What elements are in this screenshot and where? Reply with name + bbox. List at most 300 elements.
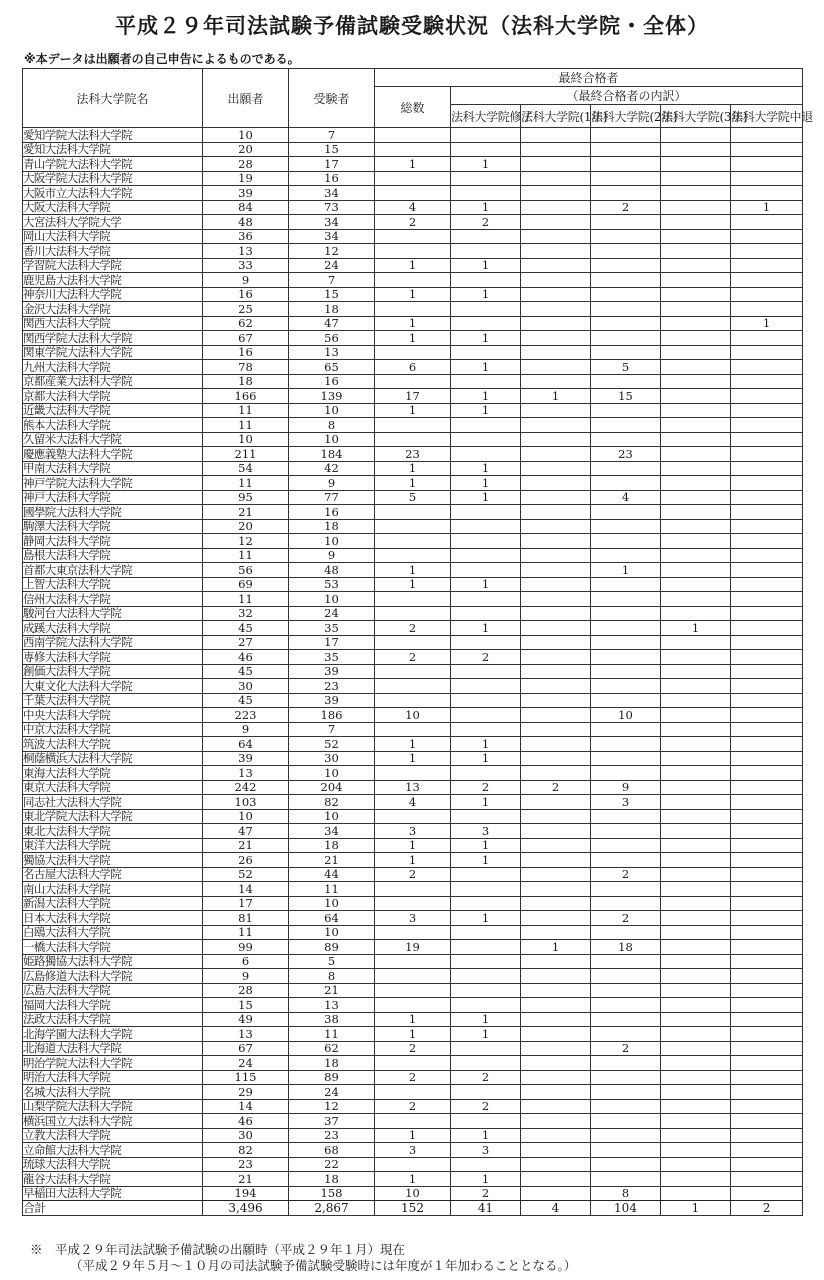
cell-year3 (661, 780, 731, 795)
cell-school-name: 金沢大法科大学院 (23, 302, 203, 317)
total-examinees: 2,867 (289, 1201, 375, 1216)
table-row (23, 418, 803, 433)
cell-withdrawn (731, 331, 803, 346)
cell-examinees: 82 (289, 795, 375, 810)
cell-year2 (591, 1157, 661, 1172)
cell-applicants: 21 (203, 838, 289, 853)
cell-year2 (591, 316, 661, 331)
cell-withdrawn (731, 534, 803, 549)
total-year2: 104 (591, 1201, 661, 1216)
cell-withdrawn (731, 1114, 803, 1129)
cell-school-name: 大東文化大法科大学院 (23, 679, 203, 694)
cell-year3 (661, 882, 731, 897)
cell-year3 (661, 186, 731, 201)
cell-year1 (521, 171, 591, 186)
cell-completed: 2 (451, 1099, 521, 1114)
cell-year1 (521, 534, 591, 549)
cell-completed: 2 (451, 650, 521, 665)
cell-completed (451, 345, 521, 360)
cell-year3 (661, 1143, 731, 1158)
cell-year1 (521, 519, 591, 534)
cell-examinees: 35 (289, 621, 375, 636)
cell-examinees: 68 (289, 1143, 375, 1158)
table-row (23, 867, 803, 882)
cell-year1 (521, 679, 591, 694)
cell-withdrawn (731, 476, 803, 491)
cell-year1 (521, 1027, 591, 1042)
total-year3: 1 (661, 1201, 731, 1216)
table-row (23, 592, 803, 607)
cell-completed (451, 940, 521, 955)
cell-total-passers (375, 418, 451, 433)
cell-applicants: 13 (203, 766, 289, 781)
cell-total-passers: 10 (375, 708, 451, 723)
cell-school-name: 國學院大法科大学院 (23, 505, 203, 520)
cell-withdrawn (731, 287, 803, 302)
cell-applicants: 13 (203, 244, 289, 259)
cell-examinees: 204 (289, 780, 375, 795)
cell-total-passers: 2 (375, 650, 451, 665)
cell-withdrawn (731, 708, 803, 723)
cell-applicants: 20 (203, 142, 289, 157)
cell-year2 (591, 606, 661, 621)
cell-year2 (591, 418, 661, 433)
cell-year1 (521, 128, 591, 143)
cell-year3 (661, 1070, 731, 1085)
cell-year1 (521, 360, 591, 375)
cell-school-name: 琉球大法科大学院 (23, 1157, 203, 1172)
cell-applicants: 11 (203, 592, 289, 607)
cell-year3 (661, 751, 731, 766)
cell-school-name: 大宮法科大学院大学 (23, 215, 203, 230)
table-row (23, 171, 803, 186)
cell-total-passers: 1 (375, 1172, 451, 1187)
cell-total-passers: 2 (375, 1041, 451, 1056)
cell-school-name: 関東学院大法科大学院 (23, 345, 203, 360)
cell-withdrawn (731, 1070, 803, 1085)
cell-year2 (591, 592, 661, 607)
cell-applicants: 52 (203, 867, 289, 882)
cell-applicants: 21 (203, 1172, 289, 1187)
cell-year1: 1 (521, 940, 591, 955)
cell-total-passers (375, 606, 451, 621)
table-row (23, 476, 803, 491)
cell-withdrawn (731, 461, 803, 476)
cell-year1 (521, 664, 591, 679)
header-year3: 法科大学院(3年) (661, 105, 731, 128)
cell-school-name: 関西学院大法科大学院 (23, 331, 203, 346)
cell-applicants: 24 (203, 1056, 289, 1071)
cell-withdrawn (731, 853, 803, 868)
cell-school-name: 新潟大法科大学院 (23, 896, 203, 911)
cell-year2 (591, 505, 661, 520)
cell-year2 (591, 244, 661, 259)
cell-examinees: 13 (289, 345, 375, 360)
cell-total-passers (375, 534, 451, 549)
cell-withdrawn (731, 273, 803, 288)
footnote-2: （平成２９年５月～１０月の司法試験予備試験受験時には年度が１年加わることとなる。） (70, 1258, 577, 1273)
cell-school-name: 南山大法科大学院 (23, 882, 203, 897)
cell-year1 (521, 983, 591, 998)
cell-year1 (521, 461, 591, 476)
cell-applicants: 10 (203, 809, 289, 824)
cell-year2 (591, 461, 661, 476)
table-row (23, 215, 803, 230)
cell-withdrawn (731, 766, 803, 781)
cell-completed (451, 1114, 521, 1129)
cell-withdrawn (731, 925, 803, 940)
cell-total-passers: 13 (375, 780, 451, 795)
cell-year2 (591, 258, 661, 273)
cell-completed (451, 505, 521, 520)
cell-year3 (661, 1041, 731, 1056)
cell-year3 (661, 664, 731, 679)
cell-school-name: 筑波大法科大学院 (23, 737, 203, 752)
cell-total-passers (375, 766, 451, 781)
table-row (23, 925, 803, 940)
cell-year3 (661, 171, 731, 186)
cell-year1 (521, 693, 591, 708)
table-row (23, 1128, 803, 1143)
cell-examinees: 13 (289, 998, 375, 1013)
cell-withdrawn (731, 505, 803, 520)
cell-examinees: 10 (289, 432, 375, 447)
cell-school-name: 龍谷大法科大学院 (23, 1172, 203, 1187)
cell-year1 (521, 635, 591, 650)
cell-examinees: 12 (289, 1099, 375, 1114)
cell-examinees: 24 (289, 258, 375, 273)
cell-applicants: 32 (203, 606, 289, 621)
cell-total-passers: 1 (375, 316, 451, 331)
cell-withdrawn (731, 1027, 803, 1042)
cell-completed (451, 432, 521, 447)
cell-withdrawn (731, 1157, 803, 1172)
cell-applicants: 84 (203, 200, 289, 215)
cell-year2 (591, 809, 661, 824)
cell-withdrawn (731, 838, 803, 853)
cell-year1 (521, 592, 591, 607)
cell-applicants: 78 (203, 360, 289, 375)
cell-applicants: 48 (203, 215, 289, 230)
cell-year2 (591, 882, 661, 897)
cell-year1 (521, 577, 591, 592)
cell-total-passers (375, 693, 451, 708)
cell-year2: 8 (591, 1186, 661, 1201)
cell-withdrawn (731, 302, 803, 317)
cell-completed (451, 882, 521, 897)
cell-total-passers: 1 (375, 751, 451, 766)
cell-year3 (661, 345, 731, 360)
cell-year1 (521, 244, 591, 259)
table-row (23, 563, 803, 578)
cell-examinees: 34 (289, 824, 375, 839)
cell-school-name: 愛知大法科大学院 (23, 142, 203, 157)
table-row (23, 1186, 803, 1201)
cell-examinees: 39 (289, 693, 375, 708)
cell-year3 (661, 128, 731, 143)
cell-year1 (521, 1114, 591, 1129)
total-total-passers: 152 (375, 1201, 451, 1216)
cell-school-name: 山梨学院大法科大学院 (23, 1099, 203, 1114)
cell-examinees: 48 (289, 563, 375, 578)
cell-total-passers (375, 432, 451, 447)
cell-year2 (591, 157, 661, 172)
cell-year1 (521, 142, 591, 157)
cell-school-name: 白鴎大法科大学院 (23, 925, 203, 940)
cell-year1 (521, 896, 591, 911)
cell-examinees: 16 (289, 171, 375, 186)
cell-applicants: 15 (203, 998, 289, 1013)
cell-school-name: 神奈川大法科大学院 (23, 287, 203, 302)
cell-completed (451, 302, 521, 317)
cell-year3 (661, 1012, 731, 1027)
table-row (23, 1027, 803, 1042)
cell-withdrawn (731, 389, 803, 404)
cell-applicants: 29 (203, 1085, 289, 1100)
cell-completed (451, 563, 521, 578)
cell-withdrawn (731, 519, 803, 534)
cell-examinees: 42 (289, 461, 375, 476)
cell-withdrawn (731, 171, 803, 186)
table-row (23, 142, 803, 157)
cell-year2 (591, 577, 661, 592)
cell-applicants: 26 (203, 853, 289, 868)
cell-year3 (661, 1027, 731, 1042)
cell-withdrawn (731, 722, 803, 737)
cell-examinees: 37 (289, 1114, 375, 1129)
cell-withdrawn (731, 911, 803, 926)
cell-school-name: 中京大法科大学院 (23, 722, 203, 737)
cell-year3 (661, 911, 731, 926)
cell-school-name: 一橋大法科大学院 (23, 940, 203, 955)
table-row (23, 983, 803, 998)
cell-examinees: 89 (289, 940, 375, 955)
cell-applicants: 25 (203, 302, 289, 317)
cell-school-name: 獨協大法科大学院 (23, 853, 203, 868)
cell-withdrawn (731, 867, 803, 882)
cell-school-name: 明治大法科大学院 (23, 1070, 203, 1085)
cell-examinees: 73 (289, 200, 375, 215)
cell-completed (451, 128, 521, 143)
cell-withdrawn (731, 418, 803, 433)
cell-total-passers: 2 (375, 215, 451, 230)
cell-year3 (661, 766, 731, 781)
table-row (23, 708, 803, 723)
cell-year3 (661, 954, 731, 969)
table-row (23, 969, 803, 984)
cell-school-name: 京都産業大法科大学院 (23, 374, 203, 389)
cell-applicants: 103 (203, 795, 289, 810)
cell-year2 (591, 331, 661, 346)
cell-applicants: 13 (203, 1027, 289, 1042)
table-row (23, 374, 803, 389)
cell-year3 (661, 635, 731, 650)
cell-withdrawn (731, 940, 803, 955)
cell-year1 (521, 1056, 591, 1071)
cell-completed: 1 (451, 360, 521, 375)
cell-examinees: 17 (289, 635, 375, 650)
cell-year2 (591, 142, 661, 157)
cell-year2 (591, 128, 661, 143)
cell-year2 (591, 1128, 661, 1143)
cell-withdrawn (731, 954, 803, 969)
total-year1: 4 (521, 1201, 591, 1216)
cell-examinees: 18 (289, 838, 375, 853)
footnote-1: ※ 平成２９年司法試験予備試験の出願時（平成２９年１月）現在 (30, 1242, 406, 1257)
cell-withdrawn (731, 186, 803, 201)
cell-examinees: 5 (289, 954, 375, 969)
cell-total-passers (375, 983, 451, 998)
cell-completed (451, 1157, 521, 1172)
cell-year1 (521, 650, 591, 665)
cell-completed: 1 (451, 1012, 521, 1027)
cell-total-passers: 4 (375, 795, 451, 810)
cell-school-name: 神戸学院大法科大学院 (23, 476, 203, 491)
cell-year1 (521, 1128, 591, 1143)
cell-year1 (521, 331, 591, 346)
cell-examinees: 65 (289, 360, 375, 375)
cell-completed: 1 (451, 737, 521, 752)
table-row (23, 1172, 803, 1187)
table-row (23, 896, 803, 911)
cell-examinees: 62 (289, 1041, 375, 1056)
cell-examinees: 18 (289, 1056, 375, 1071)
cell-year3 (661, 229, 731, 244)
cell-completed: 1 (451, 853, 521, 868)
cell-total-passers (375, 925, 451, 940)
table-row (23, 824, 803, 839)
cell-applicants: 82 (203, 1143, 289, 1158)
cell-year3 (661, 476, 731, 491)
cell-year2 (591, 1070, 661, 1085)
cell-examinees: 17 (289, 157, 375, 172)
table-row (23, 302, 803, 317)
cell-year2 (591, 374, 661, 389)
cell-completed (451, 679, 521, 694)
cell-completed (451, 171, 521, 186)
cell-year1 (521, 374, 591, 389)
cell-applicants: 67 (203, 1041, 289, 1056)
cell-school-name: 明治学院大法科大学院 (23, 1056, 203, 1071)
header-total-passers: 総数 (375, 87, 451, 128)
cell-year2: 4 (591, 490, 661, 505)
cell-school-name: 鹿児島大法科大学院 (23, 273, 203, 288)
cell-year3 (661, 157, 731, 172)
cell-completed (451, 766, 521, 781)
cell-completed: 1 (451, 577, 521, 592)
cell-completed (451, 693, 521, 708)
table-row (23, 1157, 803, 1172)
cell-year2 (591, 983, 661, 998)
cell-examinees: 30 (289, 751, 375, 766)
cell-year3 (661, 360, 731, 375)
cell-school-name: 慶應義塾大法科大学院 (23, 447, 203, 462)
table-row (23, 650, 803, 665)
cell-year2 (591, 1143, 661, 1158)
cell-withdrawn (731, 998, 803, 1013)
cell-applicants: 30 (203, 679, 289, 694)
cell-year1: 2 (521, 780, 591, 795)
cell-year2: 2 (591, 911, 661, 926)
cell-year1 (521, 186, 591, 201)
table-row (23, 1114, 803, 1129)
cell-year2: 18 (591, 940, 661, 955)
cell-examinees: 7 (289, 722, 375, 737)
cell-applicants: 9 (203, 273, 289, 288)
cell-applicants: 47 (203, 824, 289, 839)
cell-year3 (661, 447, 731, 462)
table-row (23, 1041, 803, 1056)
cell-total-passers: 5 (375, 490, 451, 505)
cell-year3 (661, 200, 731, 215)
cell-year3 (661, 273, 731, 288)
cell-school-name: 同志社大法科大学院 (23, 795, 203, 810)
total-completed: 41 (451, 1201, 521, 1216)
cell-examinees: 10 (289, 896, 375, 911)
cell-applicants: 11 (203, 403, 289, 418)
cell-completed: 1 (451, 461, 521, 476)
cell-completed (451, 969, 521, 984)
cell-year3 (661, 824, 731, 839)
cell-applicants: 99 (203, 940, 289, 955)
cell-applicants: 20 (203, 519, 289, 534)
cell-school-name: 大阪大法科大学院 (23, 200, 203, 215)
cell-withdrawn (731, 142, 803, 157)
cell-year3 (661, 215, 731, 230)
cell-year1 (521, 1012, 591, 1027)
cell-completed: 1 (451, 490, 521, 505)
cell-school-name: 首都大東京法科大学院 (23, 563, 203, 578)
cell-year1 (521, 1186, 591, 1201)
cell-year2 (591, 1027, 661, 1042)
cell-year1 (521, 969, 591, 984)
table-row (23, 128, 803, 143)
cell-year1 (521, 302, 591, 317)
cell-completed (451, 1085, 521, 1100)
cell-total-passers (375, 1114, 451, 1129)
header-withdrawn: 法科大学院中退 (731, 105, 803, 128)
header-year1: 法科大学院(1年) (521, 105, 591, 128)
cell-completed (451, 1056, 521, 1071)
cell-school-name: 久留米大法科大学院 (23, 432, 203, 447)
cell-applicants: 19 (203, 171, 289, 186)
cell-withdrawn: 1 (731, 316, 803, 331)
cell-year3 (661, 867, 731, 882)
cell-completed: 1 (451, 331, 521, 346)
cell-year1 (521, 954, 591, 969)
cell-year1 (521, 563, 591, 578)
cell-year3 (661, 592, 731, 607)
cell-total-passers (375, 882, 451, 897)
table-row (23, 1056, 803, 1071)
cell-year1 (521, 229, 591, 244)
cell-total-passers: 1 (375, 1012, 451, 1027)
cell-examinees: 24 (289, 606, 375, 621)
cell-total-passers: 3 (375, 1143, 451, 1158)
cell-withdrawn (731, 1099, 803, 1114)
cell-examinees: 11 (289, 882, 375, 897)
table-row (23, 606, 803, 621)
cell-year1 (521, 882, 591, 897)
cell-year2 (591, 1099, 661, 1114)
cell-withdrawn (731, 258, 803, 273)
cell-school-name: 関西大法科大学院 (23, 316, 203, 331)
table-row (23, 331, 803, 346)
cell-year3 (661, 983, 731, 998)
cell-withdrawn (731, 360, 803, 375)
cell-applicants: 62 (203, 316, 289, 331)
cell-school-name: 創価大法科大学院 (23, 664, 203, 679)
